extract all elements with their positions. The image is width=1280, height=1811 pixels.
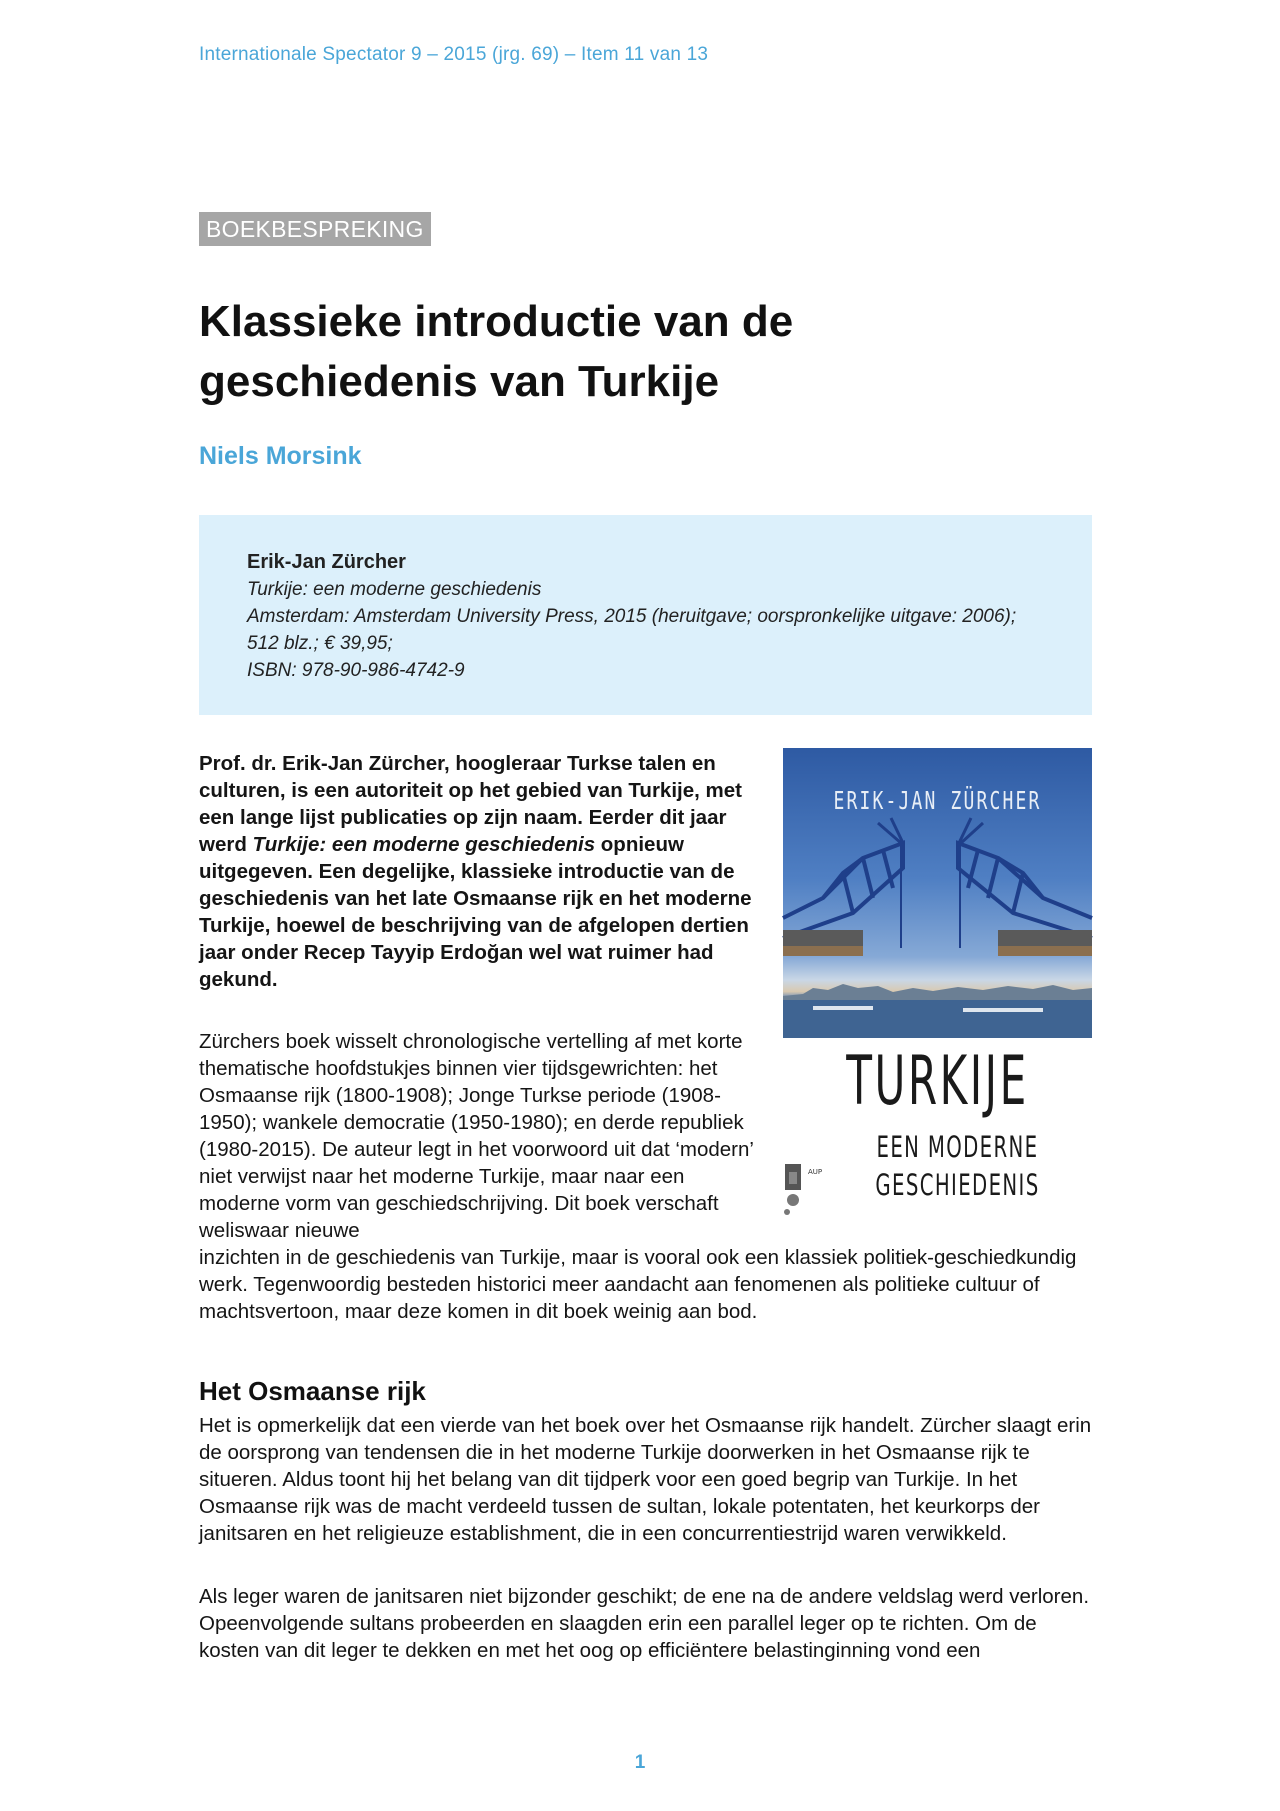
book-publisher: Amsterdam: Amsterdam University Press, 2015 (heruitgave; oorspronkelijke uitgave: 2006); 512 blz.; € 39,95; [247, 606, 1017, 654]
body-paragraph-2a: Zürchers boek wisselt chronologische vertelling af met korte thematische hoofdstukjes binnen vier tijdsgewrichten: het Osmaanse rijk (1800-1908); Jonge Turkse periode (1908-1950); wankele democratie (1950-1980); en derde republiek (1980-2015). De auteur legt in het voorwoord uit dat ‘modern’ niet verwijst naar het moderne Turkije, maar naar een moderne vorm van geschiedschrijving. Dit boek verschaft weliswaar nieuwe [199, 1030, 754, 1242]
body-paragraph-4: Als leger waren de janitsaren niet bijzonder geschikt; de ene na de andere veldslag werd verloren. Opeenvolgende sultans probeerden en slaagden erin een parallel leger op te richten. Om de kosten van dit leger te dekken en met het oog op efficiëntere belastinginning vond een [199, 1585, 1090, 1662]
book-title: Turkije: een moderne geschiedenis [247, 579, 542, 600]
page-number: 1 [634, 1752, 646, 1773]
aup-logo-icon [783, 1162, 823, 1216]
body-paragraph-3: Het is opmerkelijk dat een vierde van het boek over het Osmaanse rijk handelt. Zürcher slaagt erin de oorsprong van tendensen die in het moderne Turkije doorwerken in het Osmaanse rijk te situeren. Aldus toont hij het belang van dit tijdperk voor een goed begrip van Turkije. In het Osmaanse rijk was de macht verdeeld tussen de sultan, lokale potentaten, het keurkorps der janitsaren en het religieuze establishment, die in een concurrentiestrijd waren verwikkeld. [199, 1414, 1092, 1545]
lead-text-1: Prof. dr. Erik-Jan Zürcher, hoogleraar Turkse talen en culturen, is een autoriteit op het gebied van Turkije, met een lange lijst publicaties op zijn naam. Eerder dit jaar werd [199, 752, 742, 856]
cover-author: ERIK-JAN ZÜRCHER [833, 786, 1042, 815]
publisher-logo [783, 1162, 823, 1216]
body-paragraph-2b: inzichten in de geschiedenis van Turkije, maar is vooral ook een klassiek politiek-geschiedkundig werk. Tegenwoordig besteden historici meer aandacht aan fenomenen als politieke cultuur of machtsvertoon, maar deze komen in dit boek weinig aan bod. [199, 1246, 1077, 1323]
cover-subtitle [866, 1128, 1049, 1204]
cover-title: TURKIJE [846, 1042, 1029, 1121]
article-title: Klassieke introductie van de geschiedenis van Turkije [199, 297, 794, 406]
book-author: Erik-Jan Zürcher [247, 551, 406, 573]
section-heading: Het Osmaanse rijk [199, 1376, 426, 1406]
running-header: Internationale Spectator 9 – 2015 (jrg. 69) – Item 11 van 13 [199, 44, 709, 65]
article-author: Niels Morsink [199, 442, 362, 470]
lead-paragraph [199, 750, 759, 993]
book-isbn: ISBN: 978-90-986-4742-9 [247, 660, 465, 681]
cover-subtitle-line2: GESCHIEDENIS [875, 1168, 1040, 1202]
lead-book-title: Turkije: een moderne geschiedenis [252, 833, 596, 856]
aup-letter-a: AUP [808, 1168, 823, 1176]
cover-photo [783, 748, 1092, 1038]
book-info-box [199, 515, 1092, 715]
section-tag: BOEKBESPREKING [199, 212, 431, 246]
lead-text-2: opnieuw uitgegeven. Een degelijke, klassieke introductie van de geschiedenis van het late Osmaanse rijk en het moderne Turkije, hoewel de beschrijving van de afgelopen dertien jaar onder Recep Tayyip Erdoğan wel wat ruimer had gekund. [199, 833, 752, 991]
book-cover-image [783, 748, 1092, 1220]
cover-subtitle-line1: EEN MODERNE [876, 1130, 1039, 1164]
